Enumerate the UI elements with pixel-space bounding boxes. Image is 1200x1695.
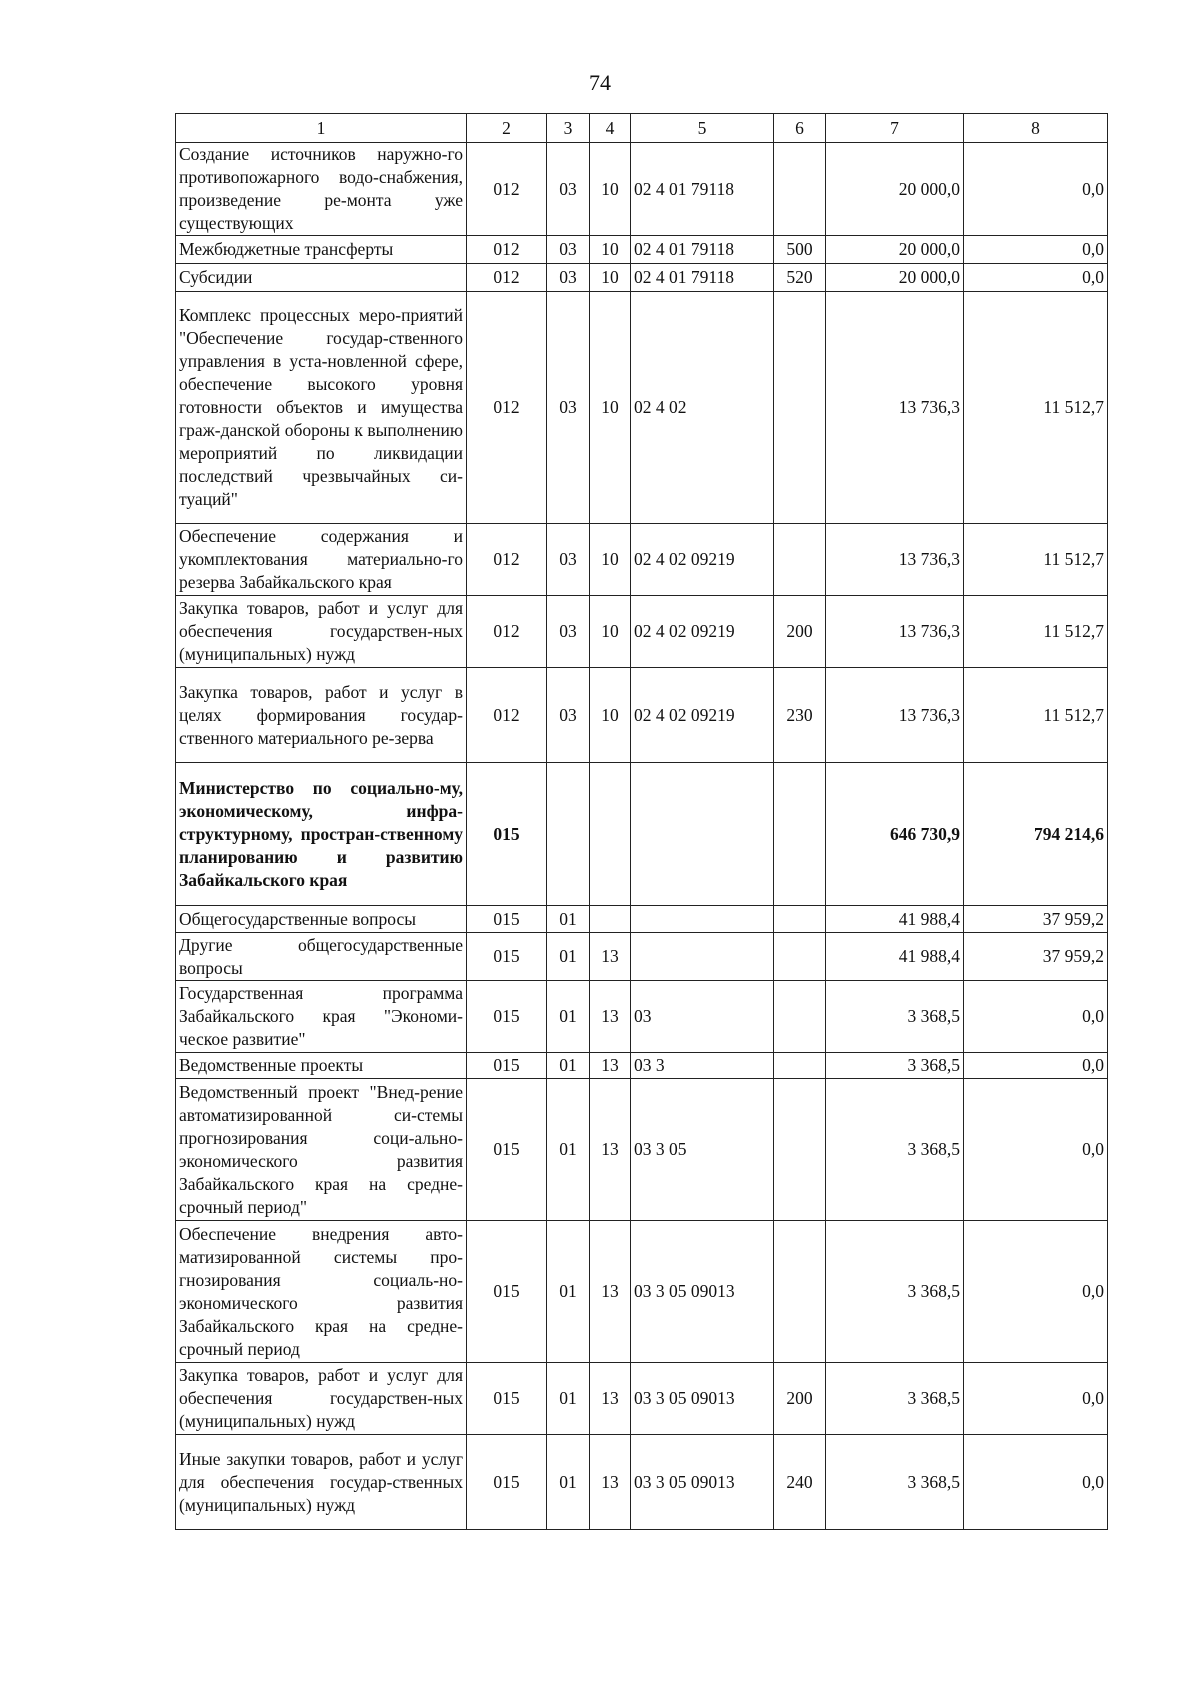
col-5-code bbox=[631, 763, 774, 906]
col-5-code: 02 4 02 bbox=[631, 292, 774, 524]
col-6-code: 240 bbox=[774, 1435, 826, 1530]
item-name: Ведомственный проект "Внед-рение автоматизированной си-стемы прогнозирования соци-ально-экономического развития Забайкальского края на средне-срочный период" bbox=[176, 1079, 467, 1221]
col-2-code: 015 bbox=[467, 1363, 547, 1435]
header-row bbox=[176, 114, 1108, 143]
col-8-amount: 794 214,6 bbox=[964, 763, 1108, 906]
col-6-code bbox=[774, 524, 826, 596]
item-name: Обеспечение содержания и укомплектования материально-го резерва Забайкальского края bbox=[176, 524, 467, 596]
item-name: Общегосударственные вопросы bbox=[176, 906, 467, 933]
col-2-code: 012 bbox=[467, 596, 547, 668]
header-cell: 4 bbox=[590, 114, 631, 143]
col-2-code: 012 bbox=[467, 292, 547, 524]
item-name: Иные закупки товаров, работ и услуг для обеспечения государ-ственных (муниципальных) нужд bbox=[176, 1435, 467, 1530]
table-row bbox=[176, 1079, 1108, 1221]
col-8-amount: 0,0 bbox=[964, 1079, 1108, 1221]
col-5-code: 02 4 02 09219 bbox=[631, 596, 774, 668]
col-3-code: 01 bbox=[547, 1363, 590, 1435]
col-8-amount: 11 512,7 bbox=[964, 596, 1108, 668]
col-4-code bbox=[590, 906, 631, 933]
col-5-code: 02 4 02 09219 bbox=[631, 524, 774, 596]
table-row bbox=[176, 1053, 1108, 1079]
col-5-code: 02 4 01 79118 bbox=[631, 143, 774, 236]
col-4-code: 10 bbox=[590, 524, 631, 596]
col-3-code: 01 bbox=[547, 1053, 590, 1079]
col-6-code bbox=[774, 143, 826, 236]
col-2-code: 015 bbox=[467, 906, 547, 933]
col-4-code: 13 bbox=[590, 1363, 631, 1435]
col-7-amount: 3 368,5 bbox=[826, 1053, 964, 1079]
col-6-code: 500 bbox=[774, 236, 826, 264]
col-2-code: 015 bbox=[467, 1079, 547, 1221]
item-name: Закупка товаров, работ и услуг в целях формирования государ-ственного материального ре-зерва bbox=[176, 668, 467, 763]
col-4-code: 13 bbox=[590, 1221, 631, 1363]
col-6-code bbox=[774, 1221, 826, 1363]
header-cell: 1 bbox=[176, 114, 467, 143]
col-7-amount: 20 000,0 bbox=[826, 143, 964, 236]
col-6-code bbox=[774, 933, 826, 981]
col-7-amount: 20 000,0 bbox=[826, 236, 964, 264]
col-5-code: 02 4 01 79118 bbox=[631, 236, 774, 264]
item-name: Государственная программа Забайкальского края "Экономи-ческое развитие" bbox=[176, 981, 467, 1053]
col-4-code: 10 bbox=[590, 143, 631, 236]
col-8-amount: 11 512,7 bbox=[964, 668, 1108, 763]
col-2-code: 015 bbox=[467, 1053, 547, 1079]
table-row bbox=[176, 236, 1108, 264]
col-5-code: 02 4 01 79118 bbox=[631, 264, 774, 292]
col-2-code: 015 bbox=[467, 933, 547, 981]
table-row bbox=[176, 668, 1108, 763]
col-6-code bbox=[774, 906, 826, 933]
col-3-code: 03 bbox=[547, 596, 590, 668]
col-5-code bbox=[631, 906, 774, 933]
table-row bbox=[176, 596, 1108, 668]
col-3-code: 01 bbox=[547, 1079, 590, 1221]
col-3-code: 03 bbox=[547, 668, 590, 763]
header-cell: 8 bbox=[964, 114, 1108, 143]
col-5-code: 03 3 05 09013 bbox=[631, 1363, 774, 1435]
table-row bbox=[176, 292, 1108, 524]
col-6-code: 520 bbox=[774, 264, 826, 292]
col-6-code bbox=[774, 981, 826, 1053]
col-4-code: 13 bbox=[590, 1079, 631, 1221]
col-4-code: 13 bbox=[590, 1435, 631, 1530]
col-4-code: 13 bbox=[590, 1053, 631, 1079]
col-3-code: 03 bbox=[547, 236, 590, 264]
col-4-code: 13 bbox=[590, 981, 631, 1053]
col-2-code: 015 bbox=[467, 763, 547, 906]
header-cell: 6 bbox=[774, 114, 826, 143]
col-7-amount: 3 368,5 bbox=[826, 1079, 964, 1221]
col-3-code bbox=[547, 763, 590, 906]
col-8-amount: 0,0 bbox=[964, 236, 1108, 264]
col-3-code: 03 bbox=[547, 264, 590, 292]
col-4-code: 10 bbox=[590, 264, 631, 292]
col-8-amount: 0,0 bbox=[964, 264, 1108, 292]
table-row bbox=[176, 933, 1108, 981]
col-4-code bbox=[590, 763, 631, 906]
col-4-code: 10 bbox=[590, 236, 631, 264]
col-8-amount: 11 512,7 bbox=[964, 292, 1108, 524]
col-4-code: 10 bbox=[590, 292, 631, 524]
table-row bbox=[176, 524, 1108, 596]
col-2-code: 012 bbox=[467, 264, 547, 292]
item-name: Закупка товаров, работ и услуг для обеспечения государствен-ных (муниципальных) нужд bbox=[176, 1363, 467, 1435]
col-5-code: 02 4 02 09219 bbox=[631, 668, 774, 763]
col-7-amount: 3 368,5 bbox=[826, 1435, 964, 1530]
page-number: 74 bbox=[589, 70, 611, 95]
col-2-code: 015 bbox=[467, 1435, 547, 1530]
budget-table bbox=[175, 113, 1108, 1530]
col-3-code: 01 bbox=[547, 906, 590, 933]
col-3-code: 03 bbox=[547, 292, 590, 524]
item-name: Субсидии bbox=[176, 264, 467, 292]
col-7-amount: 41 988,4 bbox=[826, 933, 964, 981]
col-7-amount: 3 368,5 bbox=[826, 1363, 964, 1435]
col-7-amount: 13 736,3 bbox=[826, 668, 964, 763]
item-name: Министерство по социально-му, экономическому, инфра-структурному, простран-ственному планированию и развитию Забайкальского края bbox=[176, 763, 467, 906]
item-name: Ведомственные проекты bbox=[176, 1053, 467, 1079]
col-8-amount: 37 959,2 bbox=[964, 933, 1108, 981]
table-row bbox=[176, 143, 1108, 236]
item-name: Создание источников наружно-го противопожарного водо-снабжения, произведение ре-монта уже существующих bbox=[176, 143, 467, 236]
header-cell: 5 bbox=[631, 114, 774, 143]
col-6-code bbox=[774, 1053, 826, 1079]
col-7-amount: 41 988,4 bbox=[826, 906, 964, 933]
header-cell: 7 bbox=[826, 114, 964, 143]
table-row bbox=[176, 1363, 1108, 1435]
col-3-code: 03 bbox=[547, 524, 590, 596]
col-5-code: 03 bbox=[631, 981, 774, 1053]
item-name: Межбюджетные трансферты bbox=[176, 236, 467, 264]
header-cell: 3 bbox=[547, 114, 590, 143]
col-3-code: 01 bbox=[547, 933, 590, 981]
col-6-code bbox=[774, 1079, 826, 1221]
col-8-amount: 0,0 bbox=[964, 1053, 1108, 1079]
col-7-amount: 13 736,3 bbox=[826, 596, 964, 668]
col-2-code: 012 bbox=[467, 524, 547, 596]
col-2-code: 015 bbox=[467, 981, 547, 1053]
col-8-amount: 0,0 bbox=[964, 1221, 1108, 1363]
col-7-amount: 3 368,5 bbox=[826, 1221, 964, 1363]
col-7-amount: 20 000,0 bbox=[826, 264, 964, 292]
table-row bbox=[176, 1435, 1108, 1530]
col-2-code: 012 bbox=[467, 668, 547, 763]
col-7-amount: 13 736,3 bbox=[826, 524, 964, 596]
item-name: Другие общегосударственные вопросы bbox=[176, 933, 467, 981]
col-6-code: 200 bbox=[774, 596, 826, 668]
col-6-code: 200 bbox=[774, 1363, 826, 1435]
col-7-amount: 646 730,9 bbox=[826, 763, 964, 906]
col-4-code: 13 bbox=[590, 933, 631, 981]
table-row bbox=[176, 1221, 1108, 1363]
col-8-amount: 0,0 bbox=[964, 143, 1108, 236]
col-8-amount: 0,0 bbox=[964, 1435, 1108, 1530]
col-3-code: 03 bbox=[547, 143, 590, 236]
col-4-code: 10 bbox=[590, 668, 631, 763]
col-2-code: 012 bbox=[467, 143, 547, 236]
col-6-code bbox=[774, 292, 826, 524]
col-8-amount: 0,0 bbox=[964, 981, 1108, 1053]
col-8-amount: 0,0 bbox=[964, 1363, 1108, 1435]
col-4-code: 10 bbox=[590, 596, 631, 668]
col-6-code bbox=[774, 763, 826, 906]
table-row bbox=[176, 763, 1108, 906]
col-2-code: 012 bbox=[467, 236, 547, 264]
col-5-code: 03 3 05 09013 bbox=[631, 1221, 774, 1363]
table-row bbox=[176, 981, 1108, 1053]
col-3-code: 01 bbox=[547, 1221, 590, 1363]
col-5-code: 03 3 05 09013 bbox=[631, 1435, 774, 1530]
col-6-code: 230 bbox=[774, 668, 826, 763]
col-5-code bbox=[631, 933, 774, 981]
col-5-code: 03 3 bbox=[631, 1053, 774, 1079]
col-8-amount: 37 959,2 bbox=[964, 906, 1108, 933]
col-7-amount: 3 368,5 bbox=[826, 981, 964, 1053]
item-name: Закупка товаров, работ и услуг для обеспечения государствен-ных (муниципальных) нужд bbox=[176, 596, 467, 668]
col-8-amount: 11 512,7 bbox=[964, 524, 1108, 596]
item-name: Комплекс процессных меро-приятий "Обеспечение государ-ственного управления в уста-новленной сфере, обеспечение высокого уровня готовности объектов и имущества граж-данской обороны к выполнению мероприятий по ликвидации последствий чрезвычайных си-туаций" bbox=[176, 292, 467, 524]
table-row bbox=[176, 264, 1108, 292]
table-row bbox=[176, 906, 1108, 933]
col-5-code: 03 3 05 bbox=[631, 1079, 774, 1221]
item-name: Обеспечение внедрения авто-матизированной системы про-гнозирования социаль-но-экономического развития Забайкальского края на средне-срочный период bbox=[176, 1221, 467, 1363]
col-7-amount: 13 736,3 bbox=[826, 292, 964, 524]
col-2-code: 015 bbox=[467, 1221, 547, 1363]
col-3-code: 01 bbox=[547, 1435, 590, 1530]
header-cell: 2 bbox=[467, 114, 547, 143]
col-3-code: 01 bbox=[547, 981, 590, 1053]
